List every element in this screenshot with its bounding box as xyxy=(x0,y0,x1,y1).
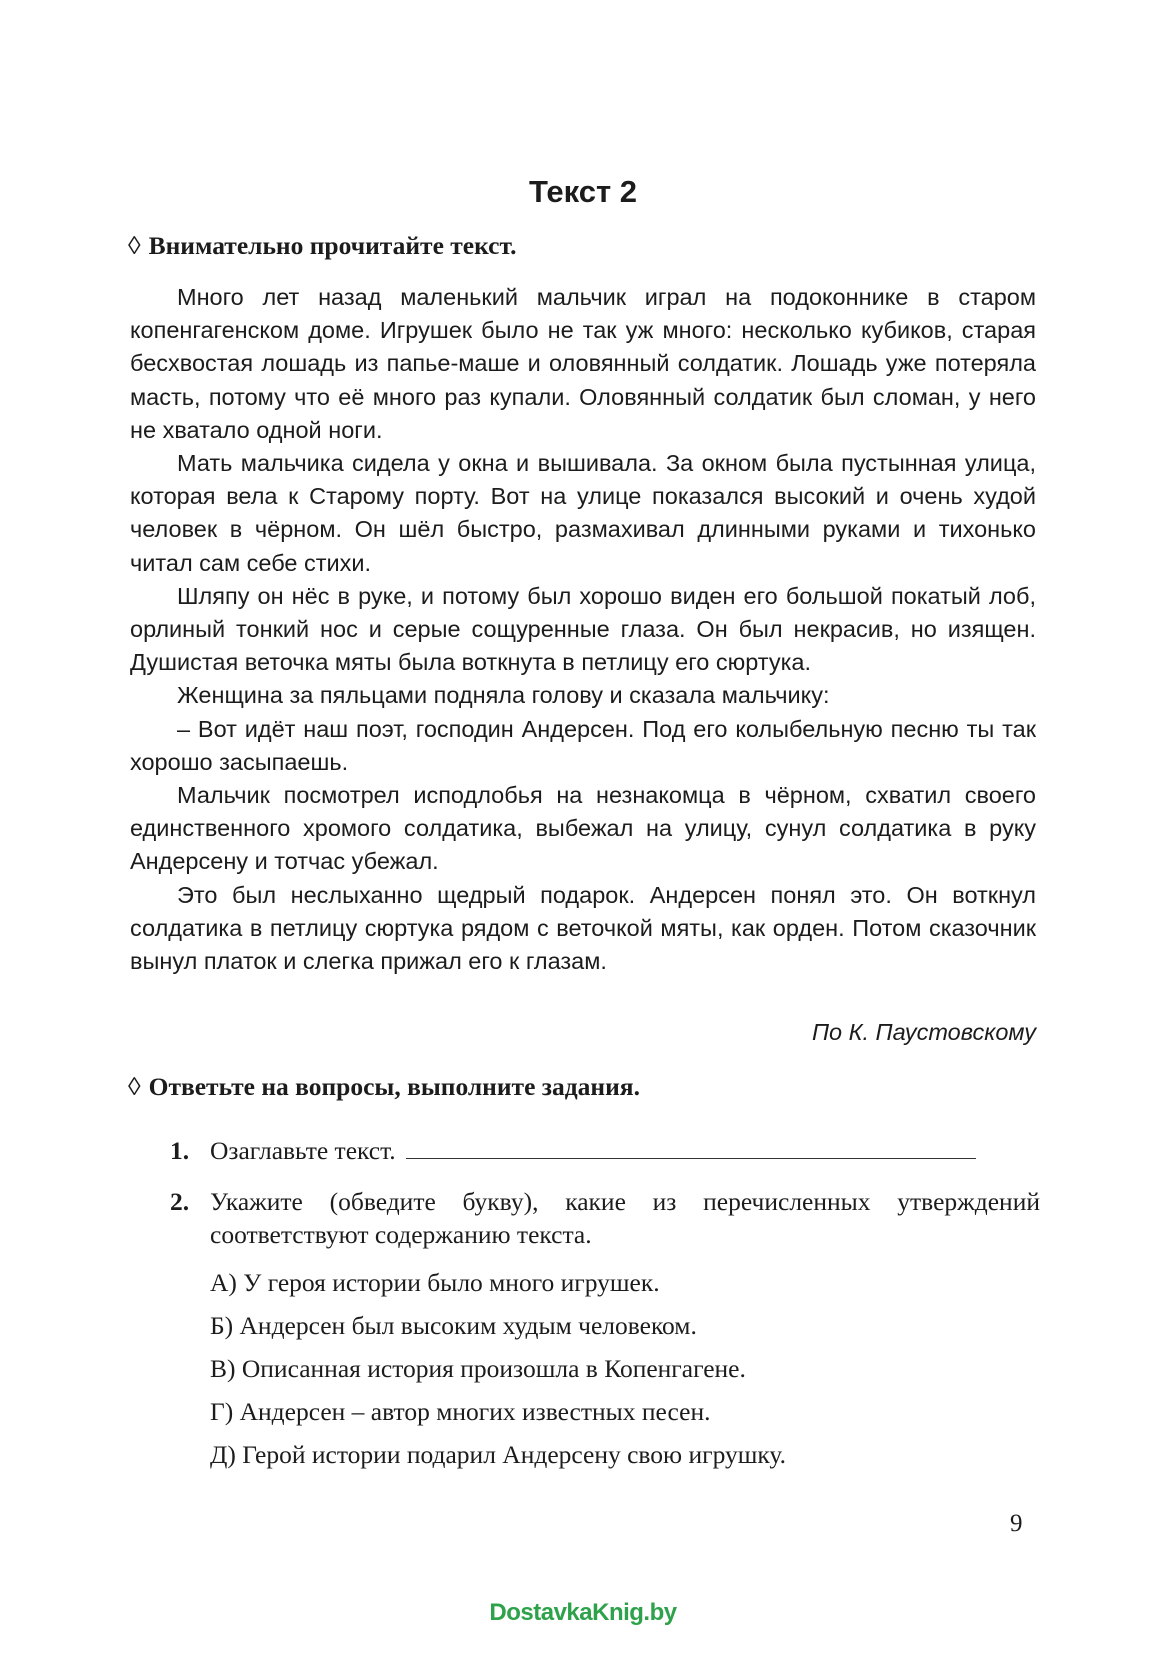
option-d[interactable]: Д) Герой истории подарил Андерсену свою игрушку. xyxy=(210,1440,786,1469)
option-a[interactable]: А) У героя истории было много игрушек. xyxy=(210,1268,660,1297)
task-2 xyxy=(170,1185,1040,1251)
story-text xyxy=(130,281,1036,978)
story-paragraph: Это был неслыханно щедрый подарок. Андерсен понял это. Он воткнул солдатика в петлицу сюртука рядом с веточкой мяты, как орден. Потом сказочник вынул платок и слегка прижал его к глазам. xyxy=(130,881,1036,975)
diamond-icon: ◊ xyxy=(128,1072,141,1101)
read-instruction xyxy=(128,230,516,262)
page-title: Текст 2 xyxy=(528,174,637,209)
story-paragraph: Шляпу он нёс в руке, и потому был хорошо виден его большой покатый лоб, орлиный тонкий нос и серые сощуренные глаза. Он был некрасив, но изящен. Душистая веточка мяты была воткнута в петлицу его сюртука. xyxy=(130,582,1036,676)
task-number: 1. xyxy=(170,1136,190,1165)
answer-options xyxy=(210,1261,1010,1476)
task-text: Укажите (обведите букву), какие из перечисленных утверждений соответствуют содержанию текста. xyxy=(210,1187,1040,1249)
option-b[interactable]: Б) Андерсен был высоким худым человеком. xyxy=(210,1311,697,1340)
story-paragraph: – Вот идёт наш поэт, господин Андерсен. Под его колыбельную песню ты так хорошо засыпаешь. xyxy=(130,715,1036,775)
option-g[interactable]: Г) Андерсен – автор многих известных песен. xyxy=(210,1397,711,1426)
read-instruction-text: Внимательно прочитайте текст. xyxy=(148,231,517,260)
task-number: 2. xyxy=(170,1187,190,1216)
diamond-icon: ◊ xyxy=(128,231,141,260)
task-1 xyxy=(170,1134,1040,1167)
page-number: 9 xyxy=(1010,1510,1023,1537)
answer-instruction xyxy=(128,1071,640,1103)
title-answer-line[interactable] xyxy=(406,1157,976,1159)
task-1-body xyxy=(210,1134,1040,1167)
story-attribution: По К. Паустовскому xyxy=(812,1019,1036,1045)
story-paragraph: Мать мальчика сидела у окна и вышивала. За окном была пустынная улица, которая вела к Старому порту. Вот на улице показался высокий и очень худой человек в чёрном. Он шёл быстро, размахивал длинными руками и тихонько читал сам себе стихи. xyxy=(130,450,1036,576)
story-paragraph: Мальчик посмотрел исподлобья на незнакомца в чёрном, схватил своего единственного хромого солдатика, выбежал на улицу, сунул солдатика в руку Андерсену и тотчас убежал. xyxy=(130,782,1036,875)
story-paragraph: Женщина за пяльцами подняла голову и сказала мальчику: xyxy=(177,682,830,709)
story-paragraph: Много лет назад маленький мальчик играл на подоконнике в старом копенгагенском доме. Игрушек было не так уж много: несколько кубиков, старая бесхвостая лошадь из папье-маше и оловянный солдатик. Лошадь уже потеряла масть, потому что её много раз купали. Оловянный солдатик был сломан, у него не хватало одной ноги. xyxy=(130,284,1036,443)
answer-instruction-text: Ответьте на вопросы, выполните задания. xyxy=(148,1072,640,1101)
task-text: Озаглавьте текст. xyxy=(210,1136,396,1165)
watermark: DostavkaKnig.by xyxy=(489,1599,677,1626)
option-v[interactable]: В) Описанная история произошла в Копенгагене. xyxy=(210,1354,746,1383)
